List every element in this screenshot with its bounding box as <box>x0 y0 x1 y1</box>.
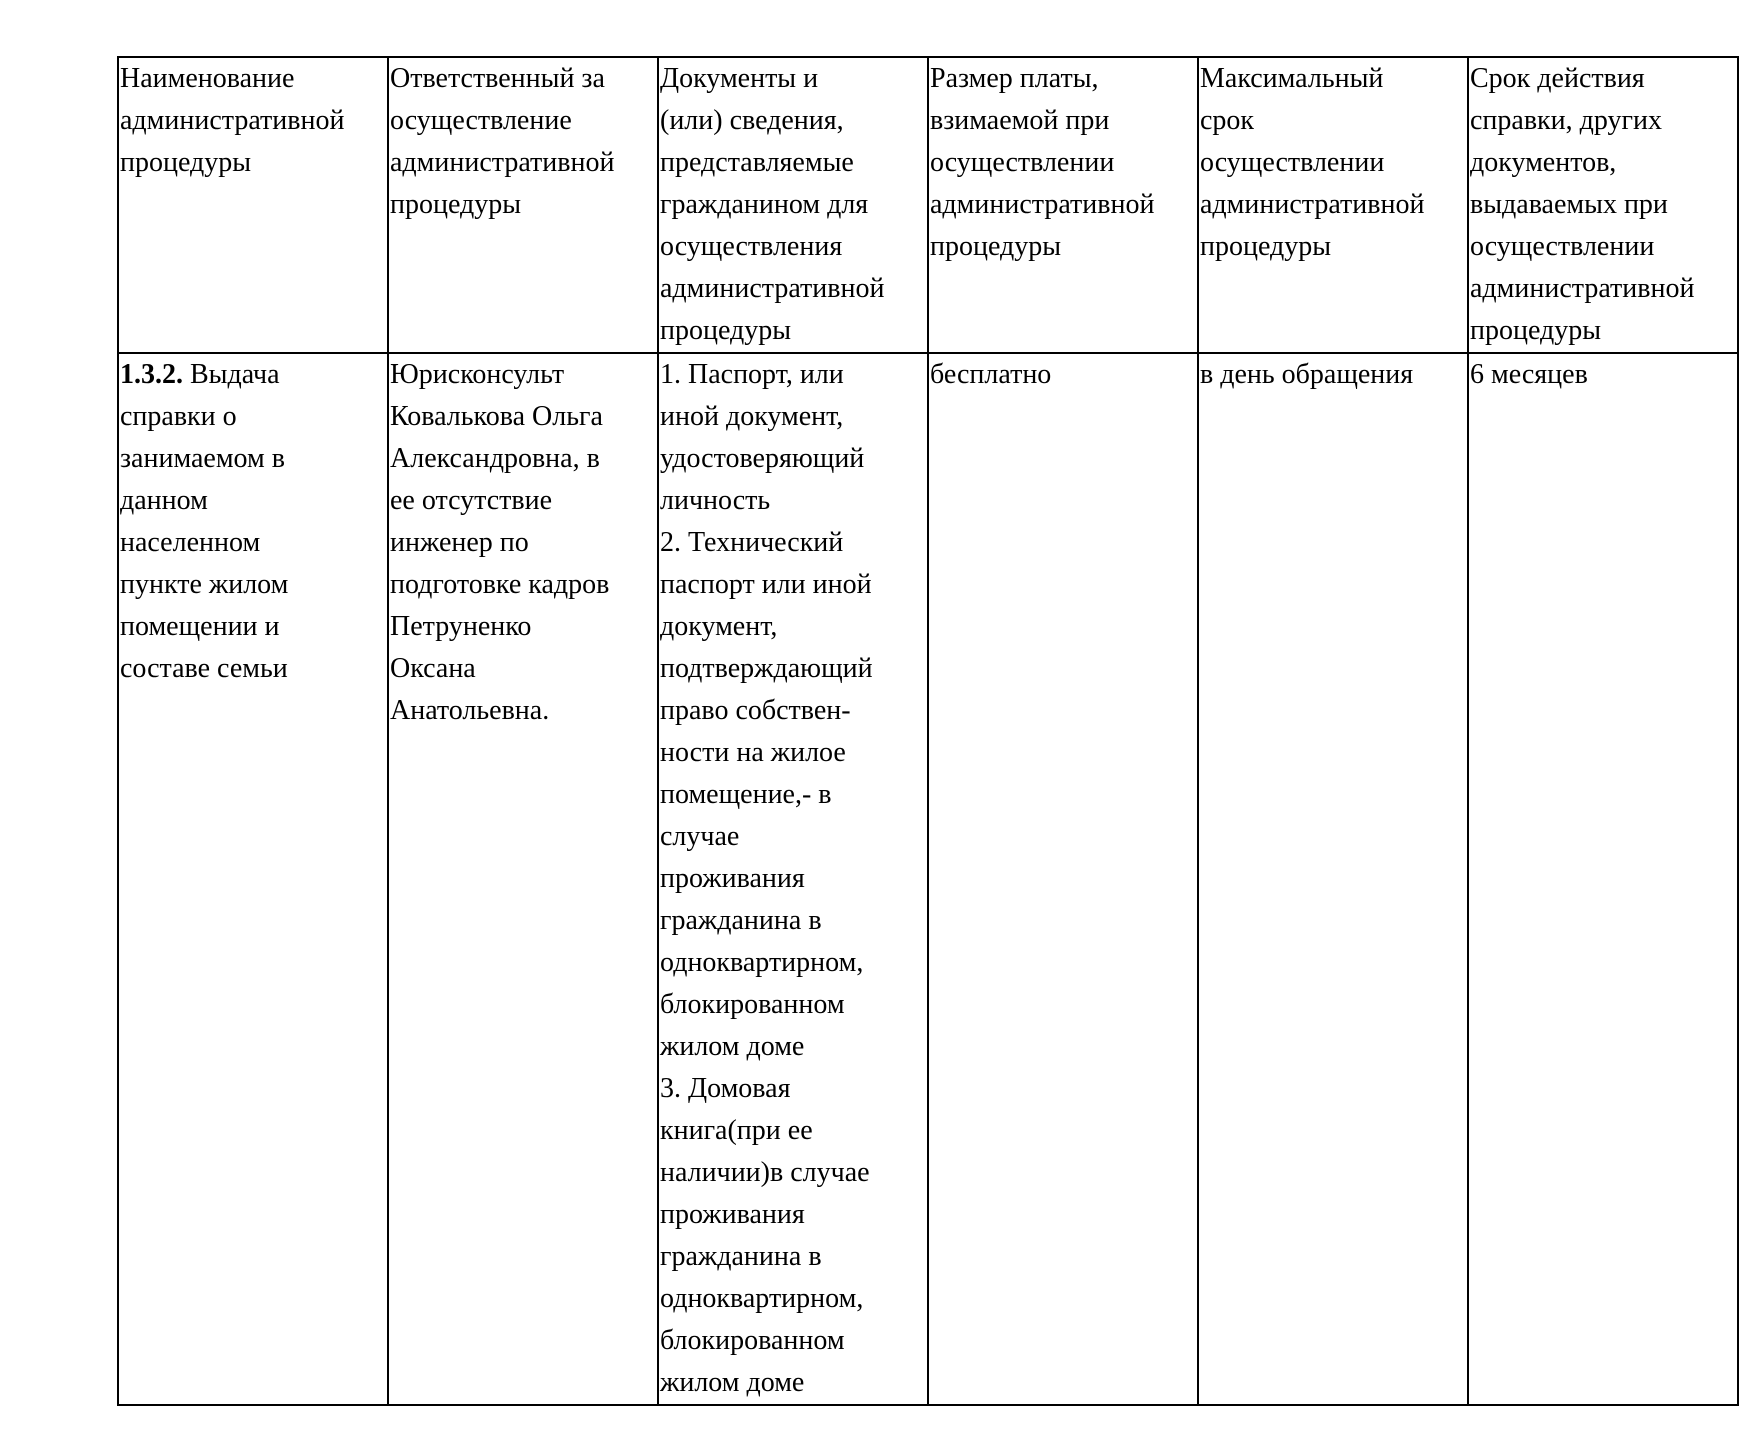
administrative-procedure-table <box>117 56 1739 1406</box>
table-row <box>118 353 1738 1405</box>
header-procedure-name: Наименование административной процедуры <box>118 57 388 353</box>
cell-responsible: Юрисконсульт Ковалькова Ольга Александровна, в ее отсутствие инженер по подготовке кадров Петруненко Оксана Анатольевна. <box>388 353 658 1405</box>
cell-procedure-name <box>118 353 388 1405</box>
header-max-term: Максимальный срок осуществлении административной процедуры <box>1198 57 1468 353</box>
cell-validity: 6 месяцев <box>1468 353 1738 1405</box>
header-fee: Размер платы, взимаемой при осуществлении административной процедуры <box>928 57 1198 353</box>
header-responsible: Ответственный за осуществление административной процедуры <box>388 57 658 353</box>
table-header-row <box>118 57 1738 353</box>
procedure-code: 1.3.2. <box>120 359 183 390</box>
cell-documents: 1. Паспорт, или иной документ, удостоверяющий личность 2. Технический паспорт или иной документ, подтверждающий право собствен- ности на жилое помещение,- в случае проживания гражданина в одноквартирном, блокированном жилом доме 3. Домовая книга(при ее наличии)в случае проживания гражданина в одноквартирном, блокированном жилом доме <box>658 353 928 1405</box>
header-documents: Документы и (или) сведения, представляемые гражданином для осуществления административной процедуры <box>658 57 928 353</box>
cell-max-term: в день обращения <box>1198 353 1468 1405</box>
cell-fee: бесплатно <box>928 353 1198 1405</box>
procedure-name: Выдача справки о занимаемом в данном населенном пункте жилом помещении и составе семьи <box>120 359 289 684</box>
header-validity: Срок действия справки, других документов, выдаваемых при осуществлении административной процедуры <box>1468 57 1738 353</box>
